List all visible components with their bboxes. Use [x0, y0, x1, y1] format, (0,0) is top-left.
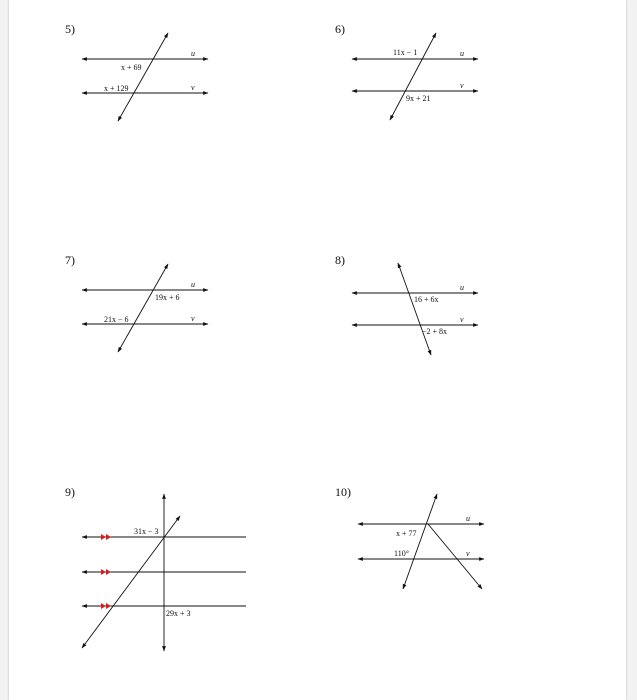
line-u-label: u [460, 283, 464, 292]
problem-9 [65, 485, 246, 651]
line-u-label: u [466, 514, 470, 523]
line-v-label: v [466, 549, 470, 558]
transversal-line [398, 263, 431, 355]
angle-expression-bottom: 9x + 21 [406, 94, 431, 103]
angle-expression-top: 16 + 6x [414, 295, 439, 304]
red-parallel-marker-3 [101, 603, 111, 609]
angle-expression-bottom: −2 + 8x [422, 327, 448, 336]
line-u-label: u [191, 49, 195, 58]
problem-7 [65, 253, 208, 352]
transversal-line [118, 264, 168, 352]
angle-expression-bottom: 29x + 3 [166, 609, 191, 618]
problem-number: 6) [335, 22, 345, 36]
problem-10 [335, 485, 484, 589]
red-parallel-marker-2 [101, 569, 111, 575]
problem-8 [335, 253, 478, 355]
problem-5 [65, 22, 208, 121]
problem-6 [335, 22, 478, 120]
transversal-line-1 [403, 494, 437, 589]
line-v-label: v [460, 315, 464, 324]
line-u-label: u [460, 49, 464, 58]
line-u-label: u [191, 280, 195, 289]
line-v-label: v [191, 83, 195, 92]
transversal-line [390, 33, 436, 120]
angle-expression-bottom: 21x − 6 [104, 315, 129, 324]
problem-number: 7) [65, 253, 75, 267]
parallel-marks [101, 534, 111, 609]
angle-expression-bottom: x + 129 [104, 84, 129, 93]
diagonal-transversal [82, 516, 180, 648]
angle-expression-top: 11x − 1 [393, 48, 418, 57]
transversal-line-2 [428, 524, 482, 589]
angle-expression-top: x + 77 [396, 529, 417, 538]
red-parallel-marker-1 [101, 534, 111, 540]
problem-number: 5) [65, 22, 75, 36]
transversal-line [118, 33, 168, 121]
problem-number: 9) [65, 485, 75, 499]
problem-number: 10) [335, 485, 351, 499]
angle-expression-bottom: 110° [394, 549, 409, 558]
angle-expression-top: x + 69 [121, 63, 142, 72]
angle-expression-top: 31x − 3 [134, 527, 159, 536]
line-v-label: v [191, 314, 195, 323]
line-v-label: v [460, 81, 464, 90]
angle-expression-top: 19x + 6 [155, 293, 180, 302]
problem-number: 8) [335, 253, 345, 267]
